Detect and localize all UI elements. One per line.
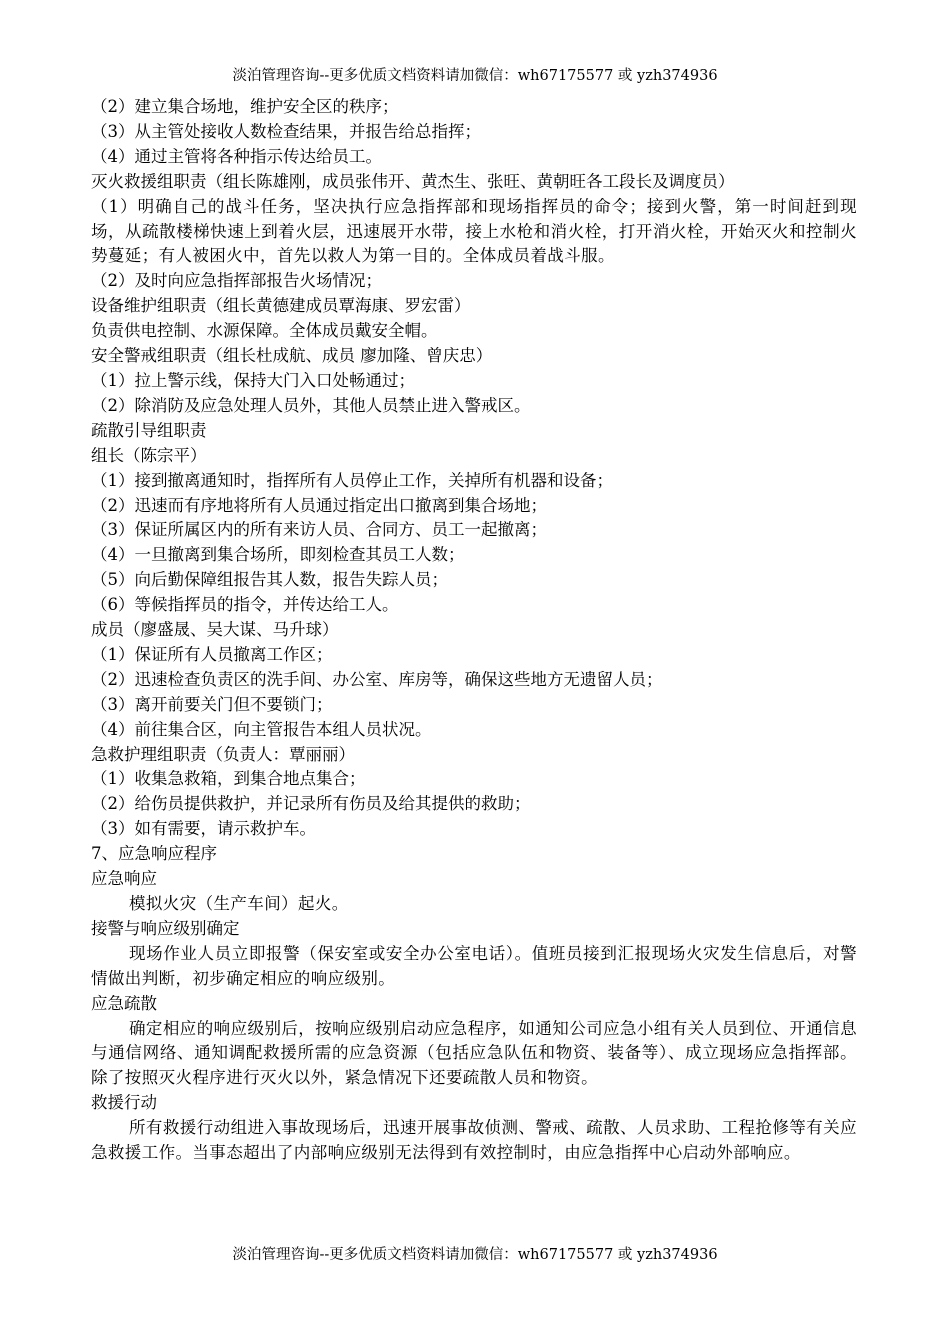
text-line: （2）建立集合场地，维护安全区的秩序； — [91, 97, 399, 116]
section-heading: 应急疏散 — [91, 993, 157, 1013]
section-heading: 救援行动 — [91, 1093, 157, 1113]
section-heading: 7、应急响应程序 — [91, 844, 217, 864]
section-heading: 疏散引导组职责 — [91, 420, 207, 440]
text-line: 成员（廖盛晟、吴大谋、马升球） — [91, 620, 339, 640]
section-heading: 接警与响应级别确定 — [91, 918, 240, 938]
text-paragraph: 所有救援行动组进入事故现场后，迅速开展事故侦测、警戒、疏散、人员求助、工程抢修等有关应急救援工作。当事态超出了内部响应级别无法得到有效控制时，由应急指挥中心启动外部响应。 — [91, 1118, 857, 1163]
text-paragraph: 确定相应的响应级别后，按响应级别启动应急程序，如通知公司应急小组有关人员到位、开通信息与通信网络、通知调配救援所需的应急资源（包括应急队伍和物资、装备等）、成立现场应急指挥部。除了按照灭火程序进行灭火以外，紧急情况下还要疏散人员和物资。 — [91, 1018, 857, 1088]
text-line: （4）通过主管将各种指示传达给员工。 — [91, 146, 382, 166]
text-paragraph: （1）明确自己的战斗任务，坚决执行应急指挥部和现场指挥员的命令；接到火警，第一时间赶到现场，从疏散楼梯快速上到着火层，迅速展开水带，接上水枪和消火栓，打开消火栓，开始灭火和控制火势蔓延；有人被困火中，首先以救人为第一目的。全体成员着战斗服。 — [91, 196, 857, 266]
text-line: （2）及时向应急指挥部报告火场情况； — [91, 271, 382, 291]
text-line: 组长（陈宗平） — [91, 445, 207, 465]
text-line: （2）除消防及应急处理人员外，其他人员禁止进入警戒区。 — [91, 395, 531, 415]
text-paragraph: 现场作业人员立即报警（保安室或安全办公室电话）。值班员接到汇报现场火灾发生信息后，对警情做出判断，初步确定相应的响应级别。 — [91, 943, 857, 988]
page-footer: 淡泊管理咨询--更多优质文档资料请加微信：wh67175577 或 yzh374936 — [232, 1247, 718, 1263]
text-line: （4）一旦撤离到集合场所，即刻检查其员工人数； — [91, 545, 465, 565]
section-heading: 安全警戒组职责（组长杜成航、成员 廖加隆、曾庆忠） — [91, 346, 493, 366]
text-line: （2）给伤员提供救护，并记录所有伤员及给其提供的救助； — [91, 794, 531, 814]
text-line: 负责供电控制、水源保障。全体成员戴安全帽。 — [91, 321, 438, 341]
text-line: （5）向后勤保障组报告其人数，报告失踪人员； — [91, 570, 448, 590]
text-line: （1）收集急救箱，到集合地点集合； — [91, 769, 366, 789]
text-line: （2）迅速而有序地将所有人员通过指定出口撤离到集合场地； — [91, 495, 547, 515]
section-heading: 设备维护组职责（组长黄德建成员覃海康、罗宏雷） — [91, 296, 471, 316]
section-heading: 急救护理组职责（负责人：覃丽丽） — [91, 744, 355, 764]
text-line: （2）迅速检查负责区的洗手间、办公室、库房等，确保这些地方无遗留人员； — [91, 669, 663, 689]
section-heading: 灭火救援组职责（组长陈雄刚，成员张伟开、黄杰生、张旺、黄朝旺各工段长及调度员） — [91, 171, 735, 191]
text-line: （3）保证所属区内的所有来访人员、合同方、员工一起撤离； — [91, 520, 547, 540]
section-heading: 应急响应 — [91, 869, 157, 889]
page-header: 淡泊管理咨询--更多优质文档资料请加微信：wh67175577 或 yzh374936 — [232, 68, 718, 84]
text-paragraph: 模拟火灾（生产车间）起火。 — [129, 894, 349, 913]
text-line: （1）保证所有人员撤离工作区； — [91, 644, 333, 664]
text-line: （4）前往集合区，向主管报告本组人员状况。 — [91, 719, 432, 739]
text-line: （6）等候指挥员的指令，并传达给工人。 — [91, 595, 399, 615]
document-body — [91, 95, 857, 1166]
text-line: （3）离开前要关门但不要锁门； — [91, 694, 333, 714]
text-line: （3）如有需要，请示救护车。 — [91, 819, 316, 839]
text-line: （1）拉上警示线，保持大门入口处畅通过； — [91, 370, 415, 390]
text-line: （3）从主管处接收人数检查结果，并报告给总指挥； — [91, 121, 481, 141]
text-line: （1）接到撤离通知时，指挥所有人员停止工作，关掉所有机器和设备； — [91, 470, 613, 490]
